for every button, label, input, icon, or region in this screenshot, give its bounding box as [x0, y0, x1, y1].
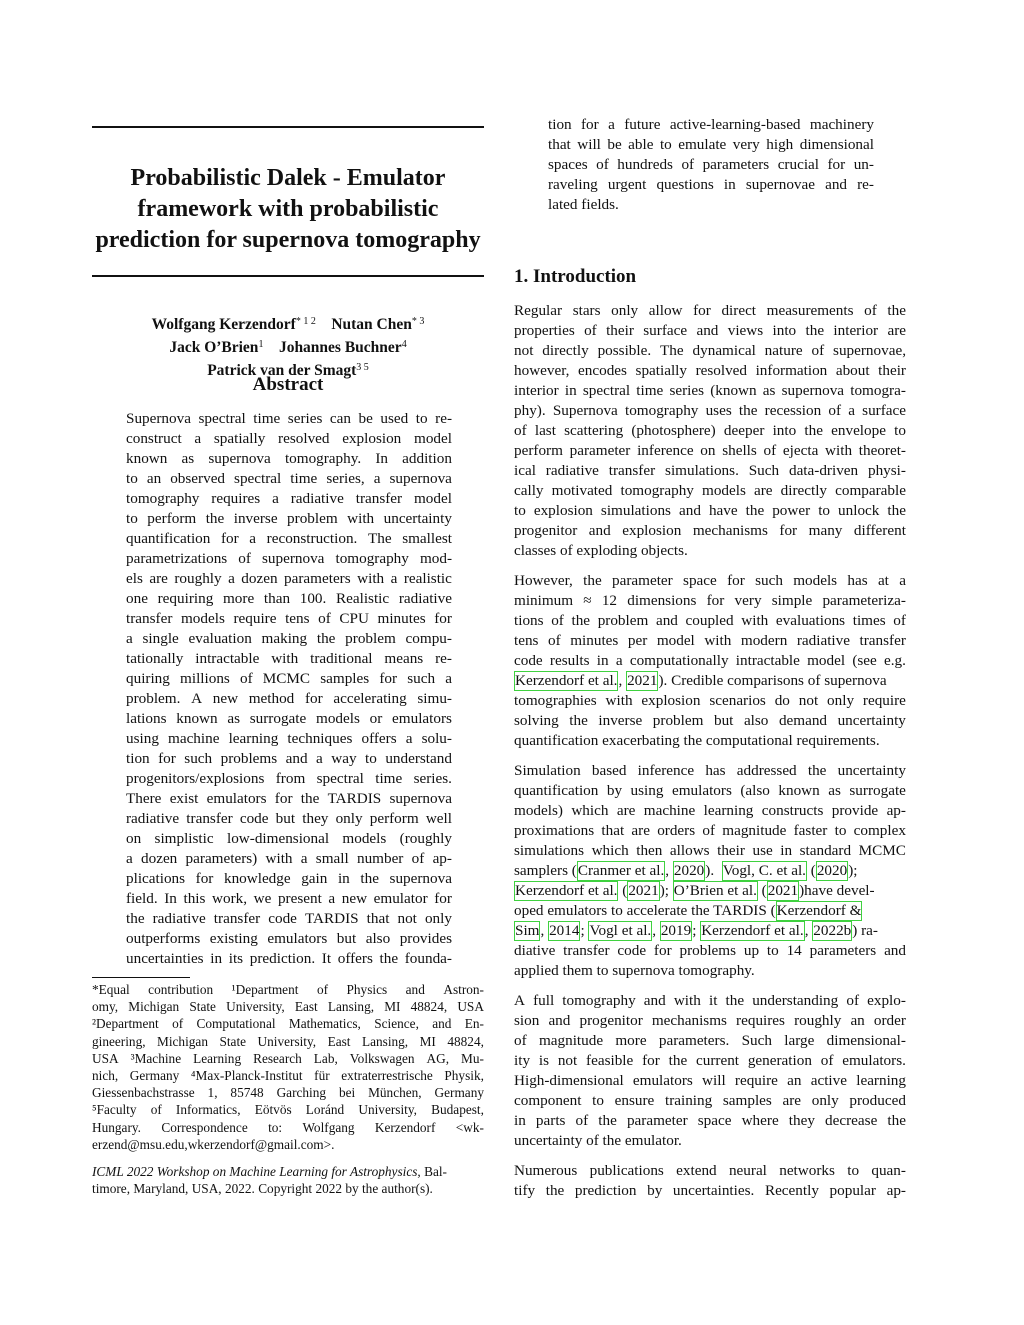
author-name: Johannes Buchner	[278, 339, 402, 356]
text-line: quantification by using emulators (also known as surrogate	[514, 782, 906, 799]
section-heading-introduction: 1. Introduction	[514, 266, 637, 287]
text-line: USA ³Machine Learning Research Lab, Volkswagen AG, Mu-	[92, 1050, 484, 1066]
title-line: prediction for supernova tomography	[95, 227, 481, 253]
citation-link[interactable]: Vogl, C. et al.	[722, 862, 806, 879]
text-line: tify the prediction by uncertainties. Recently popular ap-	[514, 1182, 906, 1199]
title-top-rule	[92, 126, 484, 128]
footnote-rule	[92, 977, 190, 978]
text-line: Regular stars only allow for direct measurements of the	[514, 302, 906, 319]
text-line: A full tomography and with it the understanding of explo-	[514, 992, 906, 1009]
author-list	[92, 312, 484, 381]
citation-year-link[interactable]: 2021	[627, 672, 658, 689]
text-line: ical radiative transfer simulations. Such data-driven physi-	[514, 462, 906, 479]
text-line: tions of the problem and coupled with evaluations times of	[514, 612, 906, 629]
intro-paragraph-4	[514, 991, 906, 1151]
text-line: problem. A new method for accelerating simu-	[126, 690, 452, 707]
author-name: Wolfgang Kerzendorf	[151, 316, 296, 333]
text-line: High-dimensional emulators will require an active learning	[514, 1072, 906, 1089]
text-line: proximations that are orders of magnitude faster to complex	[514, 822, 906, 839]
text-line: perform parameter inference on shells of ejecta with theoret-	[514, 442, 906, 459]
text-line: spaces of hundreds of parameters crucial for un-	[548, 156, 874, 173]
abstract-continued	[548, 115, 874, 215]
text-line: Giessenbachstrasse 1, 85748 Garching bei München, Germany	[92, 1085, 484, 1101]
text-line: Hungary. Correspondence to: Wolfgang Kerzendorf <wk-	[92, 1119, 484, 1135]
title-line: Probabilistic Dalek - Emulator	[130, 165, 446, 191]
text-line	[514, 901, 906, 921]
citation-year-link[interactable]: 2020	[816, 862, 848, 879]
workshop-notice	[92, 1163, 484, 1197]
text-line: classes of exploding objects.	[514, 542, 688, 559]
citation-link[interactable]: Kerzendorf et al.	[515, 882, 618, 899]
author-line	[92, 335, 484, 358]
author-name: Patrick van der Smagt	[207, 362, 357, 379]
workshop-line-rest: , Bal-	[417, 1164, 447, 1179]
text-line: tomography requires a radiative transfer model	[126, 490, 452, 507]
workshop-line: timore, Maryland, USA, 2022. Copyright 2022 by the author(s).	[92, 1181, 433, 1197]
text-line: Supernova spectral time series can be used to re-	[126, 410, 452, 427]
text-line: diative transfer code for problems up to 14 parameters and	[514, 942, 906, 959]
text-line: parametrizations of supernova tomography mod-	[126, 550, 452, 567]
text-fragment: ). Credible comparisons of supernova	[658, 672, 887, 689]
citation-year-link[interactable]: 2022b	[813, 922, 852, 939]
citation-link[interactable]: Kerzendorf et al.	[701, 922, 804, 939]
author-name: Nutan Chen	[331, 316, 412, 333]
text-line: gineering, Michigan State University, East Lansing, MI 48824,	[92, 1033, 484, 1049]
author-affil: * 1 2	[295, 316, 316, 327]
text-line: sion and progenitor mechanisms requires roughly an order	[514, 1012, 906, 1029]
text-line: tationally intractable with traditional means re-	[126, 650, 452, 667]
citation-year-link[interactable]: 2021	[767, 882, 799, 899]
text-line: tens of minutes per model with modern radiative transfer	[514, 632, 906, 649]
text-line: uncertainties in its prediction. It offers the founda-	[126, 950, 452, 967]
text-line: of magnitude more parameters. Such large dimensional-	[514, 1032, 906, 1049]
text-line: solving the inverse problem but also demand uncertainty	[514, 712, 906, 729]
author-name: Jack O’Brien	[169, 339, 259, 356]
text-line: minimum ≈ 12 dimensions for very simple parameteriza-	[514, 592, 906, 609]
citation-link[interactable]: Kerzendorf et al.	[515, 672, 618, 689]
text-line: plications for knowledge gain in the supernova	[126, 870, 452, 887]
citation-link[interactable]: Cranmer et al.	[577, 862, 665, 879]
author-affil: * 3	[411, 316, 425, 327]
author-affil: 3 5	[356, 362, 369, 373]
text-line: component to ensure training samples are only produced	[514, 1092, 906, 1109]
citation-year-link[interactable]: 2019	[660, 922, 692, 939]
text-line: to explosion simulations and have the power to unlock the	[514, 502, 906, 519]
text-line: not directly possible. The dynamical nature of supernovae,	[514, 342, 906, 359]
text-line: lations known as surrogate models or emulators	[126, 710, 452, 727]
text-line: transfer models require tens of CPU minutes for	[126, 610, 452, 627]
citation-year-link[interactable]: 2020	[673, 862, 705, 879]
paper-title	[92, 163, 484, 256]
text-line: ⁵Faculty of Informatics, Eötvös Loránd University, Budapest,	[92, 1102, 484, 1118]
text-line: on simplistic low-dimensional models (roughly	[126, 830, 452, 847]
text-line: tion for such problems and a way to understand	[126, 750, 452, 767]
text-line: Kerzendorf et al. , 2021 ). Credible comparisons of supernova	[515, 672, 887, 689]
text-line: samplers ( Cranmer et al. , 2020 ). Vogl, C. et al. ( 2020 );	[514, 862, 858, 879]
text-line: using machine learning techniques offers a solu-	[126, 730, 452, 747]
text-line: applied them to supernova tomography.	[514, 962, 755, 979]
workshop-line	[92, 1163, 447, 1180]
text-fragment: oped emulators to accelerate the TARDIS (	[514, 902, 776, 919]
citation-link[interactable]: Vogl et al.	[589, 922, 652, 939]
text-fragment: have devel-	[804, 882, 875, 899]
text-line: erzend@msu.edu,wkerzendorf@gmail.com>.	[92, 1136, 335, 1152]
text-line: Numerous publications extend neural networks to quan-	[514, 1162, 906, 1179]
text-line: simulations which then allows their use in standard MCMC	[514, 842, 906, 859]
text-line: ity is not feasible for the current generation of emulators.	[514, 1052, 906, 1069]
title-bottom-rule	[92, 275, 484, 277]
text-line: Simulation based inference has addressed the uncertainty	[514, 762, 906, 779]
text-line: code results in a computationally intractable model (see e.g.	[514, 652, 906, 669]
intro-paragraph-1	[514, 301, 906, 561]
citation-link[interactable]: Kerzendorf &	[776, 902, 862, 919]
text-line: quiring millions of MCMC samples for such a	[126, 670, 452, 687]
text-line: radiative transfer code but they only perform well	[126, 810, 452, 827]
text-line: quantification exacerbating the computational requirements.	[514, 732, 880, 749]
text-line: tomographies with explosion scenarios do not only require	[514, 692, 906, 709]
text-line: omy, Michigan State University, East Lansing, MI 48824, USA	[92, 999, 484, 1015]
title-line: framework with probabilistic	[137, 196, 439, 222]
text-line: one requiring more than 100. Realistic radiative	[126, 590, 452, 607]
text-line: models) which are machine learning constructs provide ap-	[514, 802, 906, 819]
text-line: that will be able to emulate very high dimensional	[548, 136, 874, 153]
text-line: lated fields.	[548, 196, 619, 213]
abstract-heading: Abstract	[252, 374, 324, 395]
author-affil: 1	[258, 339, 264, 350]
text-line: to an observed spectral time series, a supernova	[126, 470, 452, 487]
author-affil: 4	[401, 339, 407, 350]
text-fragment: ) ra-	[852, 922, 878, 939]
text-line: phy). Supernova tomography uses the recession of a surface	[514, 402, 906, 419]
text-line: els are roughly a dozen parameters with a realistic	[126, 570, 452, 587]
affiliations-footnote	[92, 981, 484, 1153]
text-line: properties of their surface and views into the interior are	[514, 322, 906, 339]
text-line: tion for a future active-learning-based machinery	[548, 116, 874, 133]
text-line: however, encodes spatially resolved information about their	[514, 362, 906, 379]
text-line: raveling urgent questions in supernovae and re-	[548, 176, 874, 193]
text-line: However, the parameter space for such models has at a	[514, 572, 906, 589]
citation-year-link[interactable]: 2021	[628, 882, 659, 899]
text-line: There exist emulators for the TARDIS supernova	[126, 790, 452, 807]
text-line: cally motivated tomography models are directly comparable	[514, 482, 906, 499]
text-line: progenitor and explosion mechanisms for many different	[514, 522, 906, 539]
text-fragment: samplers (	[514, 862, 577, 879]
text-line: outperforms existing emulators but also provides	[126, 930, 452, 947]
citation-link[interactable]: Sim	[515, 922, 540, 939]
text-line: of last scattering (photosphere) deeper into the envelope to	[514, 422, 906, 439]
abstract-body	[126, 409, 452, 969]
author-line	[92, 312, 484, 335]
text-line: interior in spectral time series (known as supernova tomogra-	[514, 382, 906, 399]
text-line: Kerzendorf et al. ( 2021 ); O’Brien et al. ( 2021 ) have devel-	[515, 882, 875, 899]
text-line: Sim , 2014 ; Vogl et al. , 2019 ; Kerzendorf et al. , 2022b ) ra-	[515, 922, 878, 939]
text-line: in parts of the parameter space where they decrease the	[514, 1112, 906, 1129]
text-line: progenitors/explosions from spectral time series.	[126, 770, 452, 787]
intro-paragraph-2	[514, 571, 906, 751]
text-line: known as supernova tomography. In addition	[126, 450, 452, 467]
citation-year-link[interactable]: 2014	[549, 922, 580, 939]
text-line: nich, Germany ⁴Max-Planck-Institut für extraterrestrische Physik,	[92, 1068, 484, 1084]
text-line: ²Department of Computational Mathematics, Science, and En-	[92, 1016, 484, 1032]
citation-link[interactable]: O’Brien et al.	[673, 882, 757, 899]
text-line: uncertainty of the emulator.	[514, 1132, 682, 1149]
text-line: a dozen parameters) with a small number of ap-	[126, 850, 452, 867]
text-line: field. In this work, we present a new emulator for	[126, 890, 452, 907]
text-line: the radiative transfer code TARDIS that not only	[126, 910, 452, 927]
text-line: quantification for a reconstruction. The smallest	[126, 530, 452, 547]
text-line: a single evaluation making the problem compu-	[126, 630, 452, 647]
text-line: *Equal contribution ¹Department of Physics and Astron-	[92, 982, 484, 997]
text-line: to perform the inverse problem with uncertainty	[126, 510, 452, 527]
intro-paragraph-3	[514, 761, 906, 981]
intro-paragraph-5	[514, 1161, 906, 1201]
workshop-venue: ICML 2022 Workshop on Machine Learning for Astrophysics	[92, 1164, 418, 1179]
text-line: construct a spatially resolved explosion model	[126, 430, 452, 447]
